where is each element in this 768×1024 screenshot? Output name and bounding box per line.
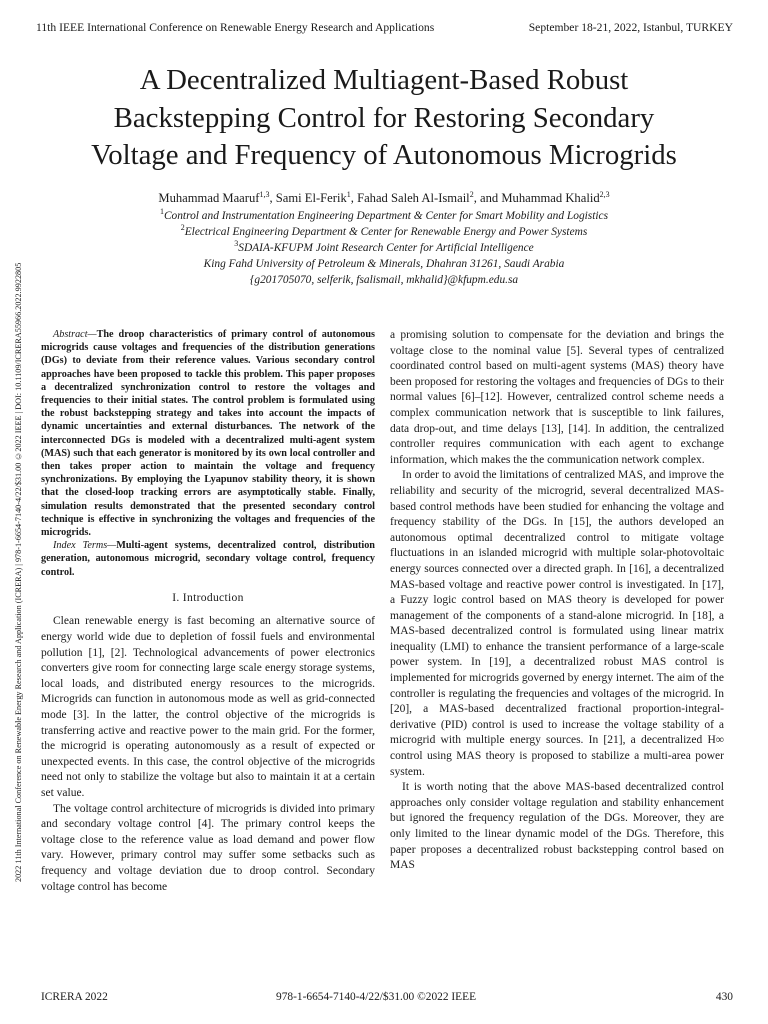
author-affiliation-mark: 2,3 bbox=[599, 190, 610, 199]
right-column bbox=[390, 328, 724, 874]
author-name: Muhammad Khalid bbox=[501, 191, 600, 205]
body-paragraph: a promising solution to compensate for the deviation and brings the voltage close to the nominal value [5]. Several types of centralized coordinated control based on multi-agent systems (MAS) theory have been proposed for restoring the voltages and frequencies of DGs to their normal values [6]–[12]. However, centralized control scheme needs a complex communication network that is susceptible to link failures, data drop-out, and time delays [13], [14]. In addition, the centralized controller requires communication with each agent to exchange information, which makes the the communication network complex. bbox=[390, 329, 724, 466]
author-separator: , and bbox=[473, 191, 502, 205]
affiliation-text: Electrical Engineering Department & Center for Renewable Energy and Power Systems bbox=[184, 226, 588, 238]
author-separator: , bbox=[269, 191, 276, 205]
conference-header: 11th IEEE International Conference on Renewable Energy Research and Applications bbox=[36, 21, 435, 34]
affiliation-text: SDAIA-KFUPM Joint Research Center for Artificial Intelligence bbox=[238, 242, 534, 254]
body-paragraph: Clean renewable energy is fast becoming an alternative source of energy world wide due to depletion of fossil fuels and environmental pollution [1], [2]. Technological advancements of power electronics converters give room for connecting large scale energy storage systems, local loads, and distributed energy resources to the microgrids. Microgrids can function in autonomous mode as well as grid-connected mode [3]. In the latter, the control objective of the microgrids is transferring active and reactive power to the main grid. For the former, the microgrid is operating autonomously as a result of expected or unexpected events. In this case, the control objective of the microgrids need not only to stabilize the voltage but also to maintain it at a certain set value. bbox=[41, 615, 375, 799]
index-terms-text: Multi-agent systems, decentralized control, distribution generation, autonomous microgrid, secondary voltage control, frequency control. bbox=[41, 540, 375, 578]
abstract-label: Abstract— bbox=[53, 329, 97, 340]
author-affiliation-mark: 1 bbox=[346, 190, 351, 199]
author-name: Sami El-Ferik bbox=[275, 191, 347, 205]
affiliation-mark: 1 bbox=[159, 207, 164, 216]
left-column bbox=[41, 328, 375, 895]
affiliation-text: {g201705070, selferik, fsalismail, mkhalid}@kfupm.edu.sa bbox=[249, 274, 519, 286]
affiliation-mark: 2 bbox=[180, 223, 185, 232]
affiliation-line bbox=[45, 240, 723, 256]
body-paragraph: The voltage control architecture of microgrids is divided into primary and secondary voltage control [4]. The primary control keeps the voltage close to the reference value as load demand and power flow vary. However, primary control may suffer some setbacks such as frequency and voltage deviation due to droop control. Secondary voltage control has become bbox=[41, 802, 375, 893]
affiliation-mark: 3 bbox=[234, 239, 239, 248]
title-line: Voltage and Frequency of Autonomous Microgrids bbox=[91, 139, 677, 171]
title-line: A Decentralized Multiagent-Based Robust bbox=[139, 64, 629, 96]
affiliation-line bbox=[45, 256, 723, 272]
author-name: Muhammad Maaruf bbox=[158, 191, 260, 205]
index-terms-label: Index Terms— bbox=[53, 540, 117, 552]
author-list bbox=[45, 190, 723, 206]
affiliation-line bbox=[45, 208, 723, 224]
page-number: 430 bbox=[715, 991, 733, 1003]
abstract bbox=[41, 328, 375, 579]
email-line bbox=[45, 272, 723, 288]
date-location-header: September 18-21, 2022, Istanbul, TURKEY bbox=[528, 21, 733, 34]
author-separator: , bbox=[350, 191, 358, 205]
body-paragraph: It is worth noting that the above MAS-based decentralized control approaches only consider voltage regulation and stability enhancement but ignored the frequency regulation of the DGs. Moreover, they are only limited to the linear dynamic model of the DGs. Therefore, this paper proposes a decentralized robust backstepping control based on MAS bbox=[390, 781, 724, 872]
title-line: Backstepping Control for Restoring Secondary bbox=[113, 101, 655, 134]
footer-isbn: 978-1-6654-7140-4/22/$31.00 ©2022 IEEE bbox=[276, 991, 477, 1003]
affiliations bbox=[45, 208, 723, 288]
author-affiliation-mark: 1,3 bbox=[259, 190, 270, 199]
author-affiliation-mark: 2 bbox=[469, 190, 474, 199]
affiliation-text: King Fahd University of Petroleum & Minerals, Dhahran 31261, Saudi Arabia bbox=[203, 258, 565, 270]
body-paragraph: In order to avoid the limitations of centralized MAS, and improve the reliability and security of the microgrid, several decentralized MAS-based control methods have been studied for enhancing the voltage and frequency stability of the DGs. In [15], the authors developed an autonomous optimal decentralized control to mitigate voltage fluctuations in an islanded microgrid with multiple solar-photovoltaic energy sources connected over a directed graph. In [16], a decentralized MAS-based voltage and reactive power control is investigated. In [17], a Fuzzy logic control based on MAS theory is developed for power management of the components of a stand-alone microgrid. In [18], a MAS-based decentralized control is formulated using linear matrix inequality (LMI) to enhance the transient performance of a large-scale power system. In [19], a decentralized robust MAS control is implemented for microgrids governed by energy internet. The aim of the controller is regulating the frequencies and voltages of the microgrid. In [20], a MAS-based decentralized fractional proportion-integral-derivative (PID) control is used to increase the voltage stability of a microgrid with multiple energy sources. In [21], a decentralized H∞ control using MAS theory is proposed to stabilize a multi-area power system. bbox=[390, 469, 724, 778]
abstract-text: The droop characteristics of primary control of autonomous microgrids cause voltages and frequencies of the distribution generations (DGs) to deviate from their reference values. Various secondary control approaches have been proposed to tackle this problem. This paper proposes a decentralized synchronization control to restore the voltages and frequencies to their initial states. The control problem is formulated using the robust backstepping strategy and takes into account the impacts of dynamic uncertainties and external disturbances. The network of the interconnected DGs is modeled with a decentralized multi-agent system (MAS) such that each generator is monitored by its own local controller and then takes proper action to maintain the voltage and frequency synchronizations. By employing the Lyapunov stability theory, it is shown that the closed-loop tracking errors are asymptotically stable. Finally, simulation results demonstrated that the presented secondary control technique is effective in synchronizing the voltages and frequencies of the microgrids. bbox=[41, 329, 375, 539]
footer-conference: ICRERA 2022 bbox=[41, 991, 108, 1003]
paper-title bbox=[45, 62, 723, 175]
author-name: Fahad Saleh Al-Ismail bbox=[357, 191, 470, 205]
doi-side-note: 2022 11th International Conference on Renewable Energy Research and Application (ICRERA) | 978-1-6654-7140-4/22/$31.00 ©2022 IEEE | DOI: 10.1109/ICRERA55966.2022.9922805 bbox=[14, 262, 23, 882]
affiliation-text: Control and Instrumentation Engineering Department & Center for Smart Mobility and Logistics bbox=[163, 210, 609, 222]
section-heading: I. Introduction bbox=[172, 590, 244, 604]
affiliation-line bbox=[45, 224, 723, 240]
